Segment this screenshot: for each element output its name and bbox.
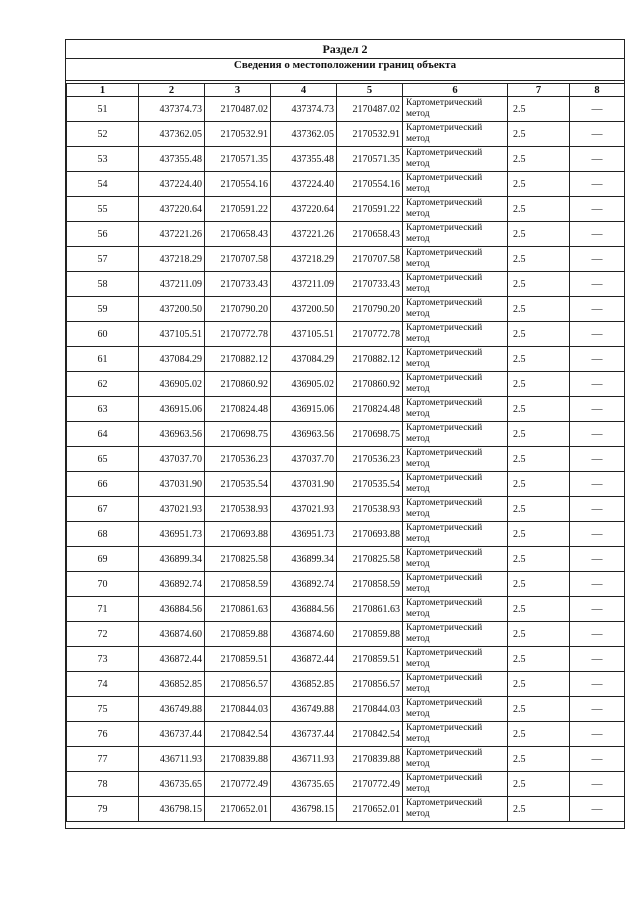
point-number-cell: 61	[67, 347, 139, 372]
accuracy-cell: 2.5	[508, 172, 570, 197]
accuracy-cell: 2.5	[508, 572, 570, 597]
point-number-cell: 76	[67, 722, 139, 747]
x-coordinate-new-cell: 437021.93	[271, 497, 337, 522]
method-cell: Картометрический метод	[403, 197, 508, 222]
point-number-cell: 70	[67, 572, 139, 597]
method-cell: Картометрический метод	[403, 247, 508, 272]
point-number-cell: 53	[67, 147, 139, 172]
point-number-cell: 62	[67, 372, 139, 397]
y-coordinate-cell: 2170658.43	[205, 222, 271, 247]
x-coordinate-new-cell: 436852.85	[271, 672, 337, 697]
method-cell: Картометрический метод	[403, 572, 508, 597]
table-row	[67, 122, 625, 147]
table-row	[67, 522, 625, 547]
description-cell: —	[570, 447, 625, 472]
table-row	[67, 697, 625, 722]
description-cell: —	[570, 297, 625, 322]
point-number-cell: 55	[67, 197, 139, 222]
point-number-cell: 64	[67, 422, 139, 447]
table-row	[67, 797, 625, 822]
description-cell: —	[570, 322, 625, 347]
description-cell: —	[570, 697, 625, 722]
table-row	[67, 347, 625, 372]
y-coordinate-new-cell: 2170698.75	[337, 422, 403, 447]
y-coordinate-new-cell: 2170856.57	[337, 672, 403, 697]
y-coordinate-new-cell: 2170859.88	[337, 622, 403, 647]
y-coordinate-cell: 2170535.54	[205, 472, 271, 497]
section-header	[66, 40, 624, 80]
y-coordinate-new-cell: 2170591.22	[337, 197, 403, 222]
x-coordinate-cell: 437224.40	[139, 172, 205, 197]
accuracy-cell: 2.5	[508, 222, 570, 247]
description-cell: —	[570, 597, 625, 622]
y-coordinate-new-cell: 2170693.88	[337, 522, 403, 547]
accuracy-cell: 2.5	[508, 397, 570, 422]
method-cell: Картометрический метод	[403, 172, 508, 197]
x-coordinate-cell: 437200.50	[139, 297, 205, 322]
point-number-cell: 75	[67, 697, 139, 722]
point-number-cell: 56	[67, 222, 139, 247]
description-cell: —	[570, 647, 625, 672]
x-coordinate-new-cell: 436735.65	[271, 772, 337, 797]
y-coordinate-new-cell: 2170658.43	[337, 222, 403, 247]
table-row	[67, 672, 625, 697]
accuracy-cell: 2.5	[508, 522, 570, 547]
description-cell: —	[570, 497, 625, 522]
table-row	[67, 497, 625, 522]
y-coordinate-cell: 2170882.12	[205, 347, 271, 372]
y-coordinate-new-cell: 2170571.35	[337, 147, 403, 172]
accuracy-cell: 2.5	[508, 772, 570, 797]
x-coordinate-cell: 436749.88	[139, 697, 205, 722]
method-cell: Картометрический метод	[403, 322, 508, 347]
table-row	[67, 772, 625, 797]
table-row	[67, 247, 625, 272]
x-coordinate-cell: 436905.02	[139, 372, 205, 397]
document-frame	[65, 39, 625, 829]
y-coordinate-new-cell: 2170733.43	[337, 272, 403, 297]
accuracy-cell: 2.5	[508, 447, 570, 472]
method-cell: Картометрический метод	[403, 297, 508, 322]
accuracy-cell: 2.5	[508, 647, 570, 672]
description-cell: —	[570, 347, 625, 372]
description-cell: —	[570, 572, 625, 597]
accuracy-cell: 2.5	[508, 472, 570, 497]
accuracy-cell: 2.5	[508, 97, 570, 122]
point-number-cell: 79	[67, 797, 139, 822]
method-cell: Картометрический метод	[403, 522, 508, 547]
method-cell: Картометрический метод	[403, 747, 508, 772]
y-coordinate-new-cell: 2170487.02	[337, 97, 403, 122]
table-row	[67, 172, 625, 197]
y-coordinate-new-cell: 2170839.88	[337, 747, 403, 772]
accuracy-cell: 2.5	[508, 797, 570, 822]
y-coordinate-new-cell: 2170532.91	[337, 122, 403, 147]
y-coordinate-cell: 2170652.01	[205, 797, 271, 822]
table-row	[67, 397, 625, 422]
y-coordinate-new-cell: 2170707.58	[337, 247, 403, 272]
table-row	[67, 422, 625, 447]
point-number-cell: 78	[67, 772, 139, 797]
y-coordinate-cell: 2170842.54	[205, 722, 271, 747]
x-coordinate-new-cell: 436892.74	[271, 572, 337, 597]
table-row	[67, 597, 625, 622]
y-coordinate-cell: 2170824.48	[205, 397, 271, 422]
y-coordinate-new-cell: 2170842.54	[337, 722, 403, 747]
point-number-cell: 60	[67, 322, 139, 347]
point-number-cell: 74	[67, 672, 139, 697]
description-cell: —	[570, 772, 625, 797]
accuracy-cell: 2.5	[508, 322, 570, 347]
point-number-cell: 67	[67, 497, 139, 522]
y-coordinate-cell: 2170707.58	[205, 247, 271, 272]
x-coordinate-new-cell: 437105.51	[271, 322, 337, 347]
point-number-cell: 65	[67, 447, 139, 472]
y-coordinate-cell: 2170859.51	[205, 647, 271, 672]
method-cell: Картометрический метод	[403, 772, 508, 797]
y-coordinate-cell: 2170825.58	[205, 547, 271, 572]
method-cell: Картометрический метод	[403, 422, 508, 447]
description-cell: —	[570, 97, 625, 122]
y-coordinate-new-cell: 2170824.48	[337, 397, 403, 422]
x-coordinate-new-cell: 436963.56	[271, 422, 337, 447]
x-coordinate-cell: 436852.85	[139, 672, 205, 697]
y-coordinate-cell: 2170859.88	[205, 622, 271, 647]
description-cell: —	[570, 122, 625, 147]
accuracy-cell: 2.5	[508, 422, 570, 447]
x-coordinate-new-cell: 437200.50	[271, 297, 337, 322]
x-coordinate-cell: 437362.05	[139, 122, 205, 147]
y-coordinate-new-cell: 2170554.16	[337, 172, 403, 197]
x-coordinate-cell: 436915.06	[139, 397, 205, 422]
x-coordinate-cell: 437218.29	[139, 247, 205, 272]
y-coordinate-new-cell: 2170652.01	[337, 797, 403, 822]
description-cell: —	[570, 197, 625, 222]
accuracy-cell: 2.5	[508, 247, 570, 272]
y-coordinate-new-cell: 2170538.93	[337, 497, 403, 522]
x-coordinate-cell: 436951.73	[139, 522, 205, 547]
y-coordinate-new-cell: 2170825.58	[337, 547, 403, 572]
y-coordinate-new-cell: 2170535.54	[337, 472, 403, 497]
x-coordinate-new-cell: 437221.26	[271, 222, 337, 247]
accuracy-cell: 2.5	[508, 347, 570, 372]
table-body	[67, 97, 625, 822]
method-cell: Картометрический метод	[403, 547, 508, 572]
accuracy-cell: 2.5	[508, 197, 570, 222]
x-coordinate-new-cell: 436915.06	[271, 397, 337, 422]
description-cell: —	[570, 522, 625, 547]
x-coordinate-new-cell: 436872.44	[271, 647, 337, 672]
x-coordinate-new-cell: 436749.88	[271, 697, 337, 722]
accuracy-cell: 2.5	[508, 672, 570, 697]
method-cell: Картометрический метод	[403, 122, 508, 147]
accuracy-cell: 2.5	[508, 147, 570, 172]
description-cell: —	[570, 747, 625, 772]
x-coordinate-cell: 437211.09	[139, 272, 205, 297]
y-coordinate-cell: 2170856.57	[205, 672, 271, 697]
x-coordinate-cell: 437221.26	[139, 222, 205, 247]
y-coordinate-cell: 2170532.91	[205, 122, 271, 147]
method-cell: Картометрический метод	[403, 697, 508, 722]
method-cell: Картометрический метод	[403, 797, 508, 822]
x-coordinate-cell: 436735.65	[139, 772, 205, 797]
description-cell: —	[570, 547, 625, 572]
point-number-cell: 66	[67, 472, 139, 497]
point-number-cell: 59	[67, 297, 139, 322]
accuracy-cell: 2.5	[508, 597, 570, 622]
table-row	[67, 297, 625, 322]
y-coordinate-cell: 2170858.59	[205, 572, 271, 597]
method-cell: Картометрический метод	[403, 272, 508, 297]
y-coordinate-new-cell: 2170858.59	[337, 572, 403, 597]
point-number-cell: 58	[67, 272, 139, 297]
x-coordinate-new-cell: 437084.29	[271, 347, 337, 372]
accuracy-cell: 2.5	[508, 622, 570, 647]
table-row	[67, 322, 625, 347]
column-header-4: 4	[271, 84, 337, 97]
x-coordinate-cell: 436737.44	[139, 722, 205, 747]
y-coordinate-new-cell: 2170882.12	[337, 347, 403, 372]
x-coordinate-cell: 437105.51	[139, 322, 205, 347]
table-row	[67, 147, 625, 172]
description-cell: —	[570, 372, 625, 397]
y-coordinate-new-cell: 2170860.92	[337, 372, 403, 397]
y-coordinate-new-cell: 2170772.49	[337, 772, 403, 797]
column-header-5: 5	[337, 84, 403, 97]
column-header-6: 6	[403, 84, 508, 97]
column-header-row	[67, 84, 625, 97]
table-row	[67, 572, 625, 597]
x-coordinate-cell: 437374.73	[139, 97, 205, 122]
y-coordinate-new-cell: 2170790.20	[337, 297, 403, 322]
method-cell: Картометрический метод	[403, 397, 508, 422]
y-coordinate-cell: 2170554.16	[205, 172, 271, 197]
y-coordinate-cell: 2170860.92	[205, 372, 271, 397]
method-cell: Картометрический метод	[403, 347, 508, 372]
x-coordinate-new-cell: 437220.64	[271, 197, 337, 222]
y-coordinate-cell: 2170536.23	[205, 447, 271, 472]
x-coordinate-cell: 436884.56	[139, 597, 205, 622]
section-title: Раздел 2	[66, 40, 624, 59]
x-coordinate-cell: 437220.64	[139, 197, 205, 222]
column-header-1: 1	[67, 84, 139, 97]
x-coordinate-cell: 437031.90	[139, 472, 205, 497]
description-cell: —	[570, 147, 625, 172]
column-header-7: 7	[508, 84, 570, 97]
x-coordinate-cell: 436798.15	[139, 797, 205, 822]
method-cell: Картометрический метод	[403, 722, 508, 747]
table-row	[67, 472, 625, 497]
accuracy-cell: 2.5	[508, 372, 570, 397]
y-coordinate-cell: 2170861.63	[205, 597, 271, 622]
description-cell: —	[570, 272, 625, 297]
method-cell: Картометрический метод	[403, 222, 508, 247]
x-coordinate-cell: 437084.29	[139, 347, 205, 372]
x-coordinate-new-cell: 436798.15	[271, 797, 337, 822]
accuracy-cell: 2.5	[508, 547, 570, 572]
method-cell: Картометрический метод	[403, 97, 508, 122]
y-coordinate-new-cell: 2170536.23	[337, 447, 403, 472]
point-number-cell: 69	[67, 547, 139, 572]
x-coordinate-new-cell: 436737.44	[271, 722, 337, 747]
method-cell: Картометрический метод	[403, 597, 508, 622]
point-number-cell: 57	[67, 247, 139, 272]
point-number-cell: 77	[67, 747, 139, 772]
point-number-cell: 68	[67, 522, 139, 547]
y-coordinate-new-cell: 2170772.78	[337, 322, 403, 347]
point-number-cell: 71	[67, 597, 139, 622]
table-row	[67, 97, 625, 122]
y-coordinate-cell: 2170698.75	[205, 422, 271, 447]
y-coordinate-cell: 2170693.88	[205, 522, 271, 547]
point-number-cell: 73	[67, 647, 139, 672]
y-coordinate-cell: 2170844.03	[205, 697, 271, 722]
x-coordinate-new-cell: 437031.90	[271, 472, 337, 497]
y-coordinate-cell: 2170772.78	[205, 322, 271, 347]
y-coordinate-cell: 2170487.02	[205, 97, 271, 122]
x-coordinate-cell: 437037.70	[139, 447, 205, 472]
x-coordinate-cell: 436963.56	[139, 422, 205, 447]
method-cell: Картометрический метод	[403, 472, 508, 497]
x-coordinate-new-cell: 436711.93	[271, 747, 337, 772]
accuracy-cell: 2.5	[508, 722, 570, 747]
point-number-cell: 72	[67, 622, 139, 647]
x-coordinate-new-cell: 437224.40	[271, 172, 337, 197]
description-cell: —	[570, 722, 625, 747]
accuracy-cell: 2.5	[508, 272, 570, 297]
column-header-3: 3	[205, 84, 271, 97]
y-coordinate-cell: 2170538.93	[205, 497, 271, 522]
y-coordinate-cell: 2170772.49	[205, 772, 271, 797]
x-coordinate-new-cell: 437362.05	[271, 122, 337, 147]
table-row	[67, 547, 625, 572]
y-coordinate-cell: 2170839.88	[205, 747, 271, 772]
description-cell: —	[570, 797, 625, 822]
table-row	[67, 372, 625, 397]
x-coordinate-new-cell: 437211.09	[271, 272, 337, 297]
y-coordinate-cell: 2170591.22	[205, 197, 271, 222]
accuracy-cell: 2.5	[508, 697, 570, 722]
point-number-cell: 52	[67, 122, 139, 147]
x-coordinate-cell: 436874.60	[139, 622, 205, 647]
description-cell: —	[570, 422, 625, 447]
table-row	[67, 272, 625, 297]
column-header-2: 2	[139, 84, 205, 97]
method-cell: Картометрический метод	[403, 447, 508, 472]
description-cell: —	[570, 672, 625, 697]
method-cell: Картометрический метод	[403, 622, 508, 647]
y-coordinate-cell: 2170571.35	[205, 147, 271, 172]
accuracy-cell: 2.5	[508, 122, 570, 147]
table-row	[67, 747, 625, 772]
table-row	[67, 222, 625, 247]
x-coordinate-new-cell: 436884.56	[271, 597, 337, 622]
y-coordinate-cell: 2170733.43	[205, 272, 271, 297]
x-coordinate-cell: 437355.48	[139, 147, 205, 172]
x-coordinate-cell: 436872.44	[139, 647, 205, 672]
x-coordinate-new-cell: 436874.60	[271, 622, 337, 647]
x-coordinate-new-cell: 436899.34	[271, 547, 337, 572]
point-number-cell: 54	[67, 172, 139, 197]
x-coordinate-new-cell: 437355.48	[271, 147, 337, 172]
x-coordinate-new-cell: 436905.02	[271, 372, 337, 397]
x-coordinate-new-cell: 437374.73	[271, 97, 337, 122]
x-coordinate-cell: 437021.93	[139, 497, 205, 522]
point-number-cell: 63	[67, 397, 139, 422]
description-cell: —	[570, 472, 625, 497]
x-coordinate-new-cell: 437218.29	[271, 247, 337, 272]
method-cell: Картометрический метод	[403, 647, 508, 672]
description-cell: —	[570, 222, 625, 247]
description-cell: —	[570, 247, 625, 272]
table-row	[67, 622, 625, 647]
accuracy-cell: 2.5	[508, 297, 570, 322]
table-row	[67, 447, 625, 472]
method-cell: Картометрический метод	[403, 672, 508, 697]
method-cell: Картометрический метод	[403, 372, 508, 397]
x-coordinate-cell: 436892.74	[139, 572, 205, 597]
point-number-cell: 51	[67, 97, 139, 122]
x-coordinate-cell: 436711.93	[139, 747, 205, 772]
y-coordinate-new-cell: 2170861.63	[337, 597, 403, 622]
x-coordinate-cell: 436899.34	[139, 547, 205, 572]
method-cell: Картометрический метод	[403, 147, 508, 172]
x-coordinate-new-cell: 437037.70	[271, 447, 337, 472]
section-subtitle: Сведения о местоположении границ объекта	[66, 58, 624, 81]
method-cell: Картометрический метод	[403, 497, 508, 522]
description-cell: —	[570, 172, 625, 197]
y-coordinate-cell: 2170790.20	[205, 297, 271, 322]
accuracy-cell: 2.5	[508, 497, 570, 522]
table-row	[67, 722, 625, 747]
table-row	[67, 197, 625, 222]
description-cell: —	[570, 622, 625, 647]
table-row	[67, 647, 625, 672]
y-coordinate-new-cell: 2170859.51	[337, 647, 403, 672]
y-coordinate-new-cell: 2170844.03	[337, 697, 403, 722]
boundary-coordinates-table	[66, 83, 625, 822]
accuracy-cell: 2.5	[508, 747, 570, 772]
column-header-8: 8	[570, 84, 625, 97]
description-cell: —	[570, 397, 625, 422]
x-coordinate-new-cell: 436951.73	[271, 522, 337, 547]
